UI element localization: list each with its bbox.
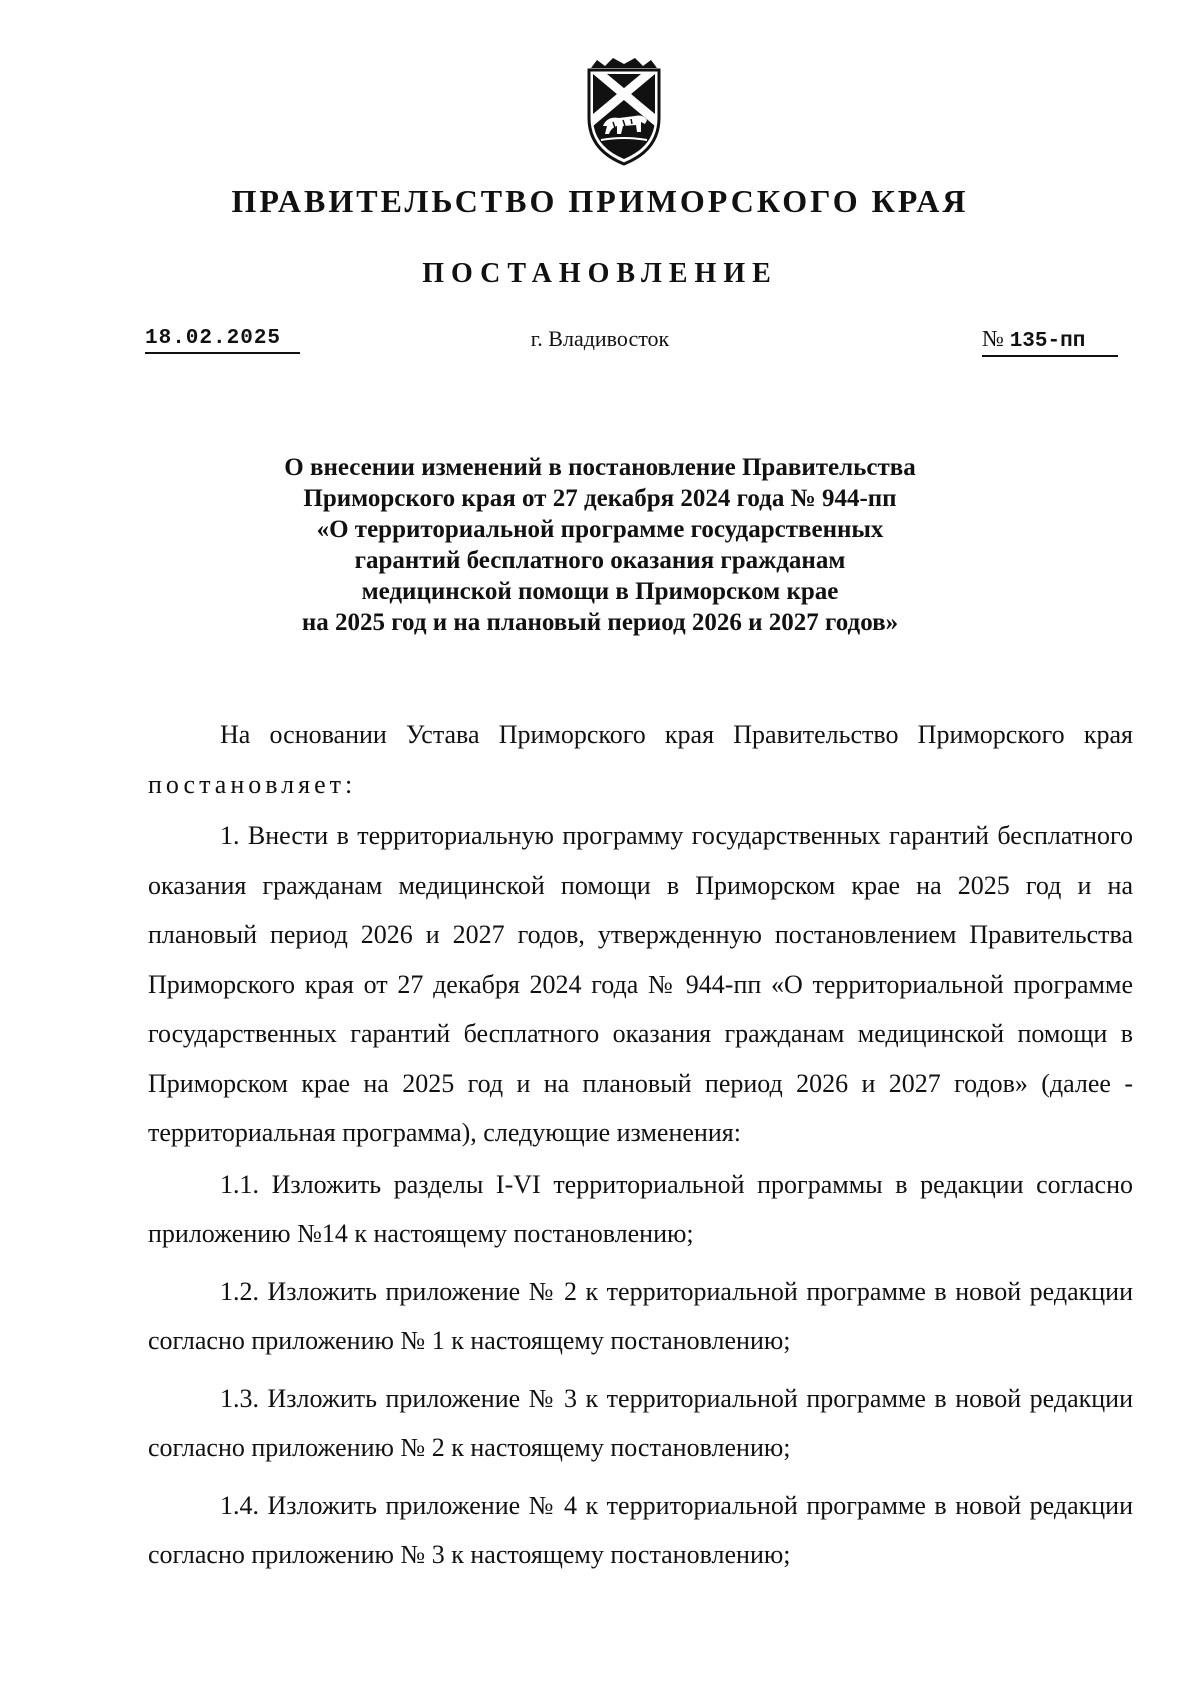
item-1: 1. Внести в территориальную программу государственных гарантий бесплатного оказания гражданам медицинской помощи в Приморском крае на 2025 год и на плановый период 2026 и 2027 годов, утвержденную постановлением Правительства Приморского края от 27 декабря 2024 года № 944-пп «О территориальной программе государственных гарантий бесплатного оказания гражданам медицинской помощи в Приморском крае на 2025 год и на плановый период 2026 и 2027 годов» (далее - территориальная программа), следующие изменения:: [148, 821, 1133, 1147]
item-1-1: 1.1. Изложить разделы I-VI территориальной программы в редакции согласно приложению №14 к настоящему постановлению;: [148, 1169, 1133, 1248]
subject-line: гарантий бесплатного оказания гражданам: [354, 547, 846, 574]
subject-line: медицинской помощи в Приморском крае: [361, 578, 839, 605]
subject-line: Приморского края от 27 декабря 2024 года № 944-пп: [303, 485, 897, 512]
item-1-2: 1.2. Изложить приложение № 2 к территориальной программе в новой редакции согласно приложению № 1 к настоящему постановлению;: [148, 1276, 1133, 1355]
government-title: ПРАВИТЕЛЬСТВО ПРИМОРСКОГО КРАЯ: [231, 183, 969, 219]
decree-number: [982, 326, 1118, 357]
decree-date: 18.02.2025: [145, 326, 300, 354]
decree-subject: [200, 452, 1000, 638]
number-prefix: №: [982, 326, 1004, 351]
preamble-paragraph: [148, 710, 1133, 809]
document-type: ПОСТАНОВЛЕНИЕ: [422, 258, 778, 289]
decree-body: [148, 710, 1133, 1588]
number-value: 135-пп: [1009, 330, 1086, 353]
item-1-4: 1.4. Изложить приложение № 4 к территориальной программе в новой редакции согласно приложению № 3 к настоящему постановлению;: [148, 1490, 1133, 1569]
decree-city: г. Владивосток: [530, 326, 670, 351]
preamble-text: На основании Устава Приморского края Правительство Приморского края: [220, 720, 1133, 749]
decree-word: постановляет:: [148, 769, 357, 799]
coat-of-arms-icon: [585, 58, 663, 170]
item-1-3: 1.3. Изложить приложение № 3 к территориальной программе в новой редакции согласно приложению № 2 к настоящему постановлению;: [148, 1383, 1133, 1462]
subject-line: на 2025 год и на плановый период 2026 и 2027 годов»: [301, 609, 899, 636]
subject-line: «О территориальной программе государственных: [316, 516, 884, 543]
subject-line: О внесении изменений в постановление Правительства: [284, 454, 916, 481]
